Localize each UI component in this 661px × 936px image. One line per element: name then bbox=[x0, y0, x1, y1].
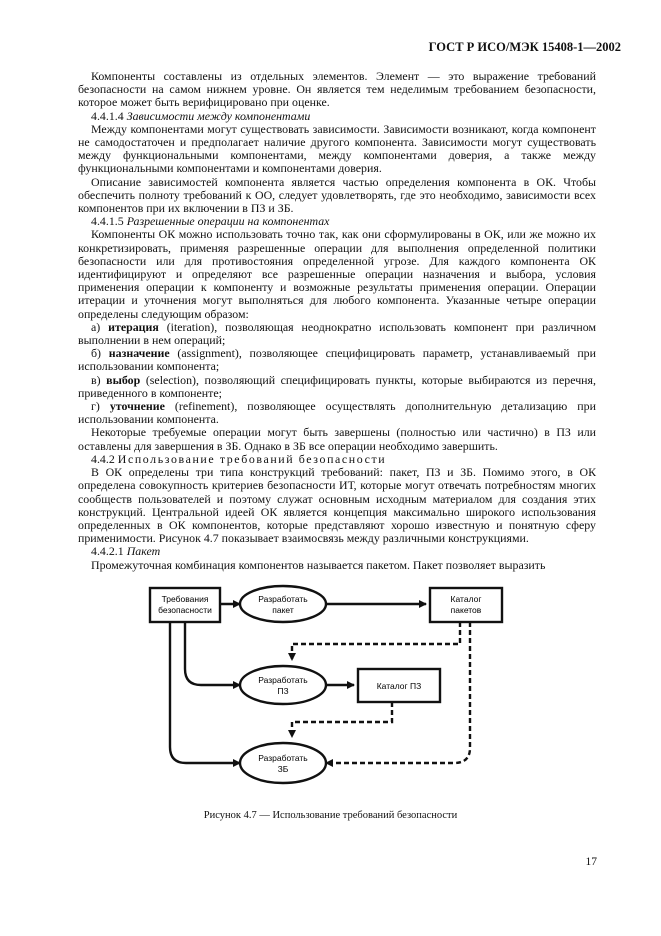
figure-4-7-diagram bbox=[140, 572, 520, 796]
list-item-term: назначение bbox=[108, 346, 170, 361]
paragraph-dependency-description: Описание зависимостей компонента является частью определения компонента в ОК. Чтобы обеспечить полноту требований к ОО, следует удовлетворять, где это необходимо, зависимости всех компонентов при их включении в ПЗ и ЗБ. bbox=[78, 174, 596, 216]
section-4-4-1-4-heading bbox=[78, 110, 596, 123]
node-label: ЗБ bbox=[277, 764, 289, 774]
list-item-selection bbox=[78, 374, 596, 400]
node-label: Разработать bbox=[258, 675, 308, 685]
list-item-prefix: г) bbox=[91, 399, 100, 414]
section-number: 4.4.2 bbox=[91, 451, 115, 466]
node-label: ПЗ bbox=[277, 686, 289, 696]
list-item-term: уточнение bbox=[109, 399, 165, 414]
paragraph-constructs: В ОК определены три типа конструкций требований: пакет, ПЗ и ЗБ. Помимо этого, в ОК определена совокупность критериев безопасности ИТ, которые могут отвечать потребностям многих сообществ пользователей и поэтому служат основным исходным материалом для создания этих конструкций. Центральной идеей ОК является концепция максимально широкого использования определенных в ОК компонентов, которые представляют хорошо известную и понятную сферу применимости. Рисунок 4.7 показывает взаимосвязь между различными конструкциями. bbox=[78, 465, 596, 546]
list-item-text: (refinement), позволяющее осуществлять дополнительную детализацию при использовании компонента. bbox=[78, 399, 596, 427]
arrow-req-to-st bbox=[170, 622, 240, 763]
node-security-requirements bbox=[150, 588, 220, 622]
paragraph-elements: Компоненты составлены из отдельных элементов. Элемент — это выражение требований безопасности на самом нижнем уровне. Он является тем неделимым требованием безопасности, которое может быть верифицировано при оценке. bbox=[78, 69, 596, 110]
node-label: Разработать bbox=[258, 753, 308, 763]
list-item-iteration bbox=[78, 321, 596, 347]
document-body bbox=[78, 70, 596, 572]
node-label: безопасности bbox=[158, 605, 212, 615]
list-item-term: выбор bbox=[106, 372, 141, 387]
document-header: ГОСТ Р ИСО/МЭК 15408-1—2002 bbox=[428, 40, 621, 54]
node-label: Каталог ПЗ bbox=[376, 681, 422, 691]
section-title: Пакет bbox=[126, 544, 161, 559]
page-number: 17 bbox=[585, 856, 597, 868]
section-number: 4.4.2.1 bbox=[91, 544, 124, 559]
section-title: Разрешенные операции на компонентах bbox=[126, 214, 330, 229]
node-package-catalog bbox=[430, 588, 502, 622]
list-item-prefix: а) bbox=[91, 319, 101, 334]
dashed-catalog-pp-to-st bbox=[292, 702, 392, 737]
list-item-term: итерация bbox=[108, 319, 159, 334]
section-title: Использование требований безопасности bbox=[117, 451, 387, 466]
node-label: пакетов bbox=[450, 605, 482, 615]
node-develop-st bbox=[240, 743, 326, 783]
node-label: Разработать bbox=[258, 594, 308, 604]
dashed-catalog-to-pp bbox=[292, 622, 460, 660]
list-item-refinement bbox=[78, 400, 596, 426]
paragraph-package: Промежуточная комбинация компонентов называется пакетом. Пакет позволяет выразить bbox=[91, 557, 546, 572]
section-number: 4.4.1.5 bbox=[91, 214, 124, 229]
list-item-text: (assignment), позволяющее специфицировать параметр, устанавливаемый при использовании компонента; bbox=[78, 346, 596, 374]
paragraph-operations-completion: Некоторые требуемые операции могут быть завершены (полностью или частично) в ПЗ или оставлены для завершения в ЗБ. Однако в ЗБ все операции необходимо завершить. bbox=[78, 425, 596, 453]
list-item-text: (selection), позволяющий специфицировать пункты, которые выбираются из перечня, приведенного в компоненте; bbox=[78, 372, 596, 400]
section-title: Зависимости между компонентами bbox=[126, 108, 311, 123]
node-develop-pp bbox=[240, 666, 326, 704]
node-label: Требования bbox=[161, 594, 209, 604]
node-pp-catalog bbox=[358, 669, 440, 702]
list-item-assignment bbox=[78, 347, 596, 373]
list-item-prefix: б) bbox=[91, 346, 102, 361]
node-label: пакет bbox=[272, 605, 294, 615]
section-number: 4.4.1.4 bbox=[91, 108, 124, 123]
figure-caption: Рисунок 4.7 — Использование требований безопасности bbox=[203, 810, 458, 821]
paragraph-dependencies: Между компонентами могут существовать зависимости. Зависимости возникают, когда компонент не самодостаточен и предполагает наличие другого компонента. Зависимости могут существовать между функциональными компонентами, между компонентами доверия, а также между функциональными компонентами и компонентами доверия. bbox=[78, 121, 596, 176]
list-item-prefix: в) bbox=[91, 372, 101, 387]
paragraph-operations: Компоненты ОК можно использовать точно так, как они сформулированы в ОК, или же можно их конкретизировать, применяя разрешенные операции для выполнения определенной политики безопасности или для противостояния определенной угрозе. Для каждого компонента ОК идентифицируют и определяют все разрешенные операции назначения и выбора, условия применения операции к компоненту и возможные результаты применения операции. Операции итерации и уточнения могут выполняться для любого компонента. Указанные четыре операции определены следующим образом: bbox=[78, 227, 596, 321]
list-item-text: (iteration), позволяющая неоднократно использовать компонент при различном выполнении в нем операций; bbox=[78, 319, 596, 348]
arrow-req-to-pp bbox=[185, 622, 240, 685]
section-4-4-2-1-heading bbox=[78, 545, 596, 558]
node-develop-package bbox=[240, 586, 326, 622]
node-label: Каталог bbox=[450, 594, 482, 604]
